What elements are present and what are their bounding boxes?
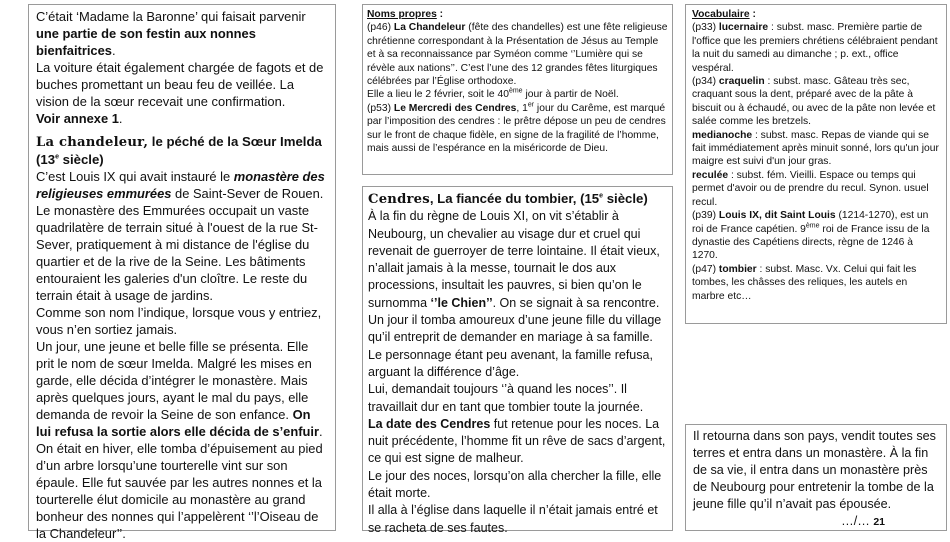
bold-text: La date des Cendres: [368, 416, 491, 431]
superscript: er: [527, 101, 535, 109]
text: Elle a lieu le 2 février, soit le 40: [367, 89, 509, 101]
entry-mercredi-cendres: [367, 102, 668, 156]
definition: : subst. Masc. Vx. Celui qui fait les tombes, les châsses des reliques, les autels en marbre etc…: [692, 263, 917, 302]
vocab-lucernaire: [692, 21, 941, 75]
page-ref: (p33): [692, 22, 719, 34]
paragraph-voiture: La voiture était également chargée de fagots et de buches promettant un beau feu de veillée. La vision de la sœur recevait une confirmation.: [36, 60, 324, 109]
paragraph-emmurees: Le monastère des Emmurées occupait un vaste quadrilatère de terrain situé à l'ouest de la rue St-Sever, pratiquement à mi distance de l'église du quartier et de la rive de la Seine. Les bâtiments entouraient les galeries d'un cloître. Le reste du terrain était à usage de jardins.: [36, 203, 318, 303]
annexe-reference: Voir annexe 1: [36, 111, 119, 126]
page-ref: (p34): [692, 76, 719, 88]
heading-colon: :: [749, 9, 756, 20]
vocabulary-heading: [692, 8, 941, 21]
text: de Saint-Sever de Rouen.: [171, 186, 324, 201]
term: tombier: [718, 263, 757, 275]
bold-text: On lui refusa la sortie alors elle décida de s’enfuir: [36, 407, 319, 439]
text: C’était ‘Madame la Baronne’ qui faisait parvenir: [36, 9, 306, 24]
page-footer: [693, 513, 941, 531]
bold-text: ‘’le Chien’’: [430, 295, 493, 310]
paragraph-annexe: [36, 110, 329, 127]
term: Louis IX, dit Saint Louis: [718, 210, 836, 222]
definition: : subst. masc. Première partie de l'office que les premiers chrétiens célébraient pendant la nuit du samedi au dimanche ; p. ext., office vespéral.: [692, 22, 938, 74]
definition: (fête des chandelles) est une fête religieuse chrétienne correspondant à la Présentation de Jésus au Temple et à sa reconnaissance par Syméon comme ‘’Lumière qui se révèle aux nations’’. C’est l’une des 12 grandes fêtes liturgiques célébrées par l’Église orthodoxe.: [367, 22, 668, 88]
text: C’est Louis IX qui avait instauré le: [36, 169, 234, 184]
paragraph-imelda: [36, 338, 329, 440]
definition: : subst. masc. Repas de viande qui se fait immédiatement après minuit sonné, lors qu'un jour maigre est suivi d'un jour gras.: [692, 129, 939, 168]
paragraph-louis-ix: [36, 168, 329, 202]
definition: roi de France issu de la dynastie des Capétiens directs, règne de 1246 à 1270.: [692, 223, 930, 262]
title-text: siècle): [603, 191, 648, 206]
definition: : subst. masc. Gâteau très sec, craquant sous la dent, préparé avec de la pâte à biscuit ou à échaudé, ou avec de la pâte non levée et salée comme les bretzels.: [692, 76, 936, 128]
story-continuation-panel: [685, 424, 947, 531]
superscript: e: [55, 153, 59, 161]
term: Le Mercredi des Cendres: [393, 102, 517, 114]
term: lucernaire: [718, 22, 769, 34]
page-ref: (p47): [692, 263, 719, 275]
title-text: le péché de la Sœur Imelda (13: [36, 134, 322, 167]
text: jour à partir de Noël.: [522, 89, 619, 101]
vocab-tombier: [692, 263, 941, 303]
bold-italic-text: monastère des religieuses emmurées: [36, 169, 325, 201]
title-text: , La fiancée du tombier, (15: [429, 191, 600, 206]
paragraph-nom: Comme son nom l’indique, lorsque vous y entriez, vous n’en sortiez jamais.: [36, 305, 322, 337]
text: .: [111, 43, 116, 58]
text: , 1: [516, 102, 528, 114]
paragraph-retour: Il retourna dans son pays, vendit toutes ses terres et entra dans un monastère. À la fin de sa vie, il entra dans un monastère près de Neubourg pour entretenir la tombe de la jeune fille qu’il n’avait pas épousée.: [693, 429, 936, 511]
paragraph-amoureux: Un jour il tomba amoureux d’une jeune fille du village qu’il entreprit de demander en mariage à sa famille.: [368, 313, 662, 345]
vocabulary-panel: [685, 4, 947, 324]
gothic-title: La chandeleur,: [36, 135, 149, 150]
term: La Chandeleur: [393, 22, 466, 34]
section-title-chandeleur: [36, 133, 329, 168]
paragraph-tourterelle: On était en hiver, elle tomba d’épuisement au pied d’un arbre lorsqu’une tourterelle vint sur son épaule. Elle fut sauvée par les autres nonnes et la tourterelle élut domicile au monastère au grand bonheur des nonnes qui l’appelèrent ‘’l’Oiseau de la Chandeleur’’.: [36, 441, 323, 541]
text: fut retenue pour les noces. La nuit précédente, l’homme fit un rêve de sacs d’argent, ce qui est signe de malheur.: [368, 416, 666, 466]
gothic-title: Cendres: [368, 192, 430, 207]
page-ref: (p53): [367, 102, 394, 114]
page-ref: (p39): [692, 210, 719, 222]
vocab-medianoche: [692, 129, 941, 169]
heading-colon: :: [436, 9, 444, 20]
entry-chandeleur-date: [367, 88, 668, 101]
heading-text: Noms propres: [367, 9, 437, 20]
title-text: siècle): [58, 152, 104, 167]
bold-text: une partie de son festin aux nonnes bienfaitrices: [36, 26, 256, 58]
text: . On se signait à sa rencontre.: [492, 295, 660, 310]
paragraph-date-cendres: [368, 416, 667, 468]
page-number: 21: [873, 516, 885, 528]
superscript: ème: [805, 222, 820, 230]
definition: jour du Carême, est marqué par l’imposition des cendres : le prêtre dépose un peu de cendres sur le front de chaque fidèle, en signe de la fragilité de l’homme, mais aussi de l’espérance en la miséricorde de Dieu.: [367, 102, 666, 155]
text: À la fin du règne de Louis XI, on vit s’établir à Neubourg, un chevalier au visage dur et cruel qui revenait de guerroyer de terre lointaine. Il était vieux, n’allait jamais à la messe, tournait le dos aux processions, insultait les pauvres, si bien qu’on le surnomma: [368, 209, 660, 310]
paragraph-noces: Lui, demandait toujours ‘’à quand les noces’’. Il travaillait dur en tant que tombier toute la journée.: [368, 382, 644, 414]
section-title-cendres: [368, 190, 667, 208]
story-panel-cendres: [362, 186, 673, 535]
paragraph-baronne: [36, 8, 329, 59]
vocab-louis-ix: [692, 209, 941, 263]
definition: : subst. fém. Vieilli. Espace ou temps qui permet d'avoir ou de prendre du recul. Synon. usuel recul.: [692, 169, 929, 208]
text: .: [118, 111, 123, 126]
paragraph-refus: Le personnage étant peu avenant, la famille refusa, arguant la différence d’âge.: [368, 347, 653, 379]
vocab-craquelin: [692, 75, 941, 129]
term: craquelin: [718, 76, 765, 88]
paragraph-eglise: Il alla à l’église dans laquelle il n’était jamais entré et se racheta de ses fautes.: [368, 503, 658, 535]
heading-text: Vocabulaire: [692, 9, 750, 20]
page-ref: (p46): [367, 22, 394, 34]
superscript: ème: [508, 88, 523, 96]
vocab-reculee: [692, 169, 941, 209]
superscript: e: [599, 192, 604, 200]
continued-marker: …/…: [841, 514, 870, 528]
proper-names-heading: [367, 8, 668, 21]
story-panel-chandeleur: [28, 4, 336, 541]
paragraph-morte: Le jour des noces, lorsqu’on alla chercher la fille, elle était morte.: [368, 468, 662, 501]
term: reculée: [692, 169, 729, 181]
proper-names-panel: [362, 4, 673, 175]
term: medianoche: [692, 129, 753, 141]
text: .: [318, 424, 323, 439]
text: Un jour, une jeune et belle fille se présenta. Elle prit le nom de sœur Imelda. Malgré les mises en garde, elle décida d’intégrer le monastère. Mais après quelques jours, ayant le mal du pays, elle demanda de revoir la Seine de son enfance.: [36, 339, 312, 422]
entry-chandeleur: [367, 21, 668, 88]
paragraph-chevalier: [368, 208, 667, 312]
definition: (1214-1270), est un roi de France capétien. 9: [692, 210, 929, 235]
